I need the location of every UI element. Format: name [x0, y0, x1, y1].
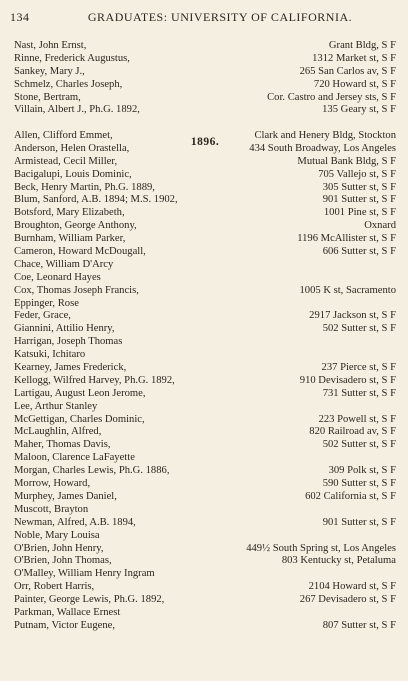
entry-address: 267 Devisadero st, S F [299, 594, 396, 606]
entry-name: Anderson, Helen Orastella, [14, 142, 130, 154]
entry-name: Armistead, Cecil Miller, [14, 155, 118, 167]
directory-entry [14, 92, 396, 105]
directory-entry [14, 517, 396, 530]
directory-entry [14, 310, 396, 323]
entry-name: Newman, Alfred, A.B. 1894, [14, 516, 136, 528]
entry-address: 803 Kentucky st, Petaluma [281, 555, 396, 567]
entry-address: 901 Sutter st, S F [322, 194, 396, 206]
directory-entry [14, 233, 396, 246]
year-heading: 1896. [190, 136, 220, 148]
entry-name: Botsford, Mary Elizabeth, [14, 207, 125, 219]
directory-entry [14, 594, 396, 607]
entry-name: O'Malley, William Henry Ingram [14, 568, 155, 580]
entry-address: 305 Sutter st, S F [322, 181, 396, 193]
entry-name: Feder, Grace, [14, 310, 71, 322]
entry-name: Parkman, Wallace Ernest [14, 606, 121, 618]
entry-name: Bacigalupi, Louis Dominic, [14, 168, 132, 180]
entry-address: 901 Sutter st, S F [322, 516, 396, 528]
directory-entry [14, 362, 396, 375]
directory-entry [14, 504, 396, 517]
directory-entry [14, 272, 396, 285]
directory-entry [14, 426, 396, 439]
directory-entry [14, 439, 396, 452]
directory-entry [14, 298, 396, 311]
entry-address: 2104 Howard st, S F [308, 581, 396, 593]
entry-name: Stone, Bertram, [14, 91, 81, 103]
entry-address: 731 Sutter st, S F [322, 387, 396, 399]
directory-entry [14, 478, 396, 491]
entry-address: 590 Sutter st, S F [322, 478, 396, 490]
directory-entry [14, 194, 396, 207]
directory-entry [14, 607, 396, 620]
directory-entry [14, 79, 396, 92]
entry-address: Oxnard [364, 220, 396, 232]
directory-entry [14, 40, 396, 53]
directory-entry [14, 388, 396, 401]
entries-1896-list [14, 130, 396, 633]
directory-entry [14, 581, 396, 594]
entry-address: Cor. Castro and Jersey sts, S F [267, 91, 396, 103]
entry-name: Schmelz, Charles Joseph, [14, 78, 123, 90]
entry-name: Blum, Sanford, A.B. 1894; M.S. 1902, [14, 194, 178, 206]
directory-entry [14, 66, 396, 79]
directory-entry [14, 555, 396, 568]
page-header [10, 10, 396, 28]
entry-address: 910 Devisadero st, S F [299, 374, 396, 386]
entry-name: Morgan, Charles Lewis, Ph.G. 1886, [14, 465, 170, 477]
directory-entry [14, 156, 396, 169]
entry-address: 602 California st, S F [305, 490, 396, 502]
directory-entry [14, 207, 396, 220]
entry-address: 820 Railroad av, S F [309, 426, 396, 438]
directory-entry [14, 246, 396, 259]
entry-name: Putnam, Victor Eugene, [14, 619, 115, 631]
entry-name: Morrow, Howard, [14, 478, 91, 490]
entry-name: Broughton, George Anthony, [14, 220, 137, 232]
entry-name: Noble, Mary Louisa [14, 529, 100, 541]
directory-entry [14, 285, 396, 298]
entry-address: 1196 McAllister st, S F [297, 233, 396, 245]
page-number: 134 [10, 10, 30, 24]
entry-address: 449½ South Spring st, Los Angeles [246, 542, 396, 554]
directory-entry [14, 323, 396, 336]
entry-address: 1312 Market st, S F [312, 52, 396, 64]
earlier-entries-list [14, 40, 396, 117]
directory-entry [14, 568, 396, 581]
entry-name: Villain, Albert J., Ph.G. 1892, [14, 104, 140, 116]
directory-entry [14, 452, 396, 465]
directory-entry [14, 182, 396, 195]
entry-name: McLaughlin, Alfred, [14, 426, 102, 438]
page-title: GRADUATES: UNIVERSITY OF CALIFORNIA. [87, 10, 353, 24]
entry-name: McGettigan, Charles Dominic, [14, 413, 145, 425]
entry-name: Nast, John Ernst, [14, 40, 87, 51]
directory-entry [14, 336, 396, 349]
entry-address: 237 Pierce st, S F [321, 362, 396, 374]
entry-address: 705 Vallejo st, S F [318, 168, 396, 180]
entry-name: Kearney, James Frederick, [14, 362, 127, 374]
entry-address: 265 San Carlos av, S F [299, 65, 396, 77]
entry-name: Painter, George Lewis, Ph.G. 1892, [14, 594, 165, 606]
entry-name: Coe, Leonard Hayes [14, 271, 101, 283]
directory-entry [14, 130, 396, 143]
entry-name: Maloon, Clarence LaFayette [14, 452, 135, 464]
entry-address: Clark and Henery Bldg, Stockton [254, 130, 396, 141]
entry-address: Grant Bldg, S F [328, 40, 396, 51]
directory-entry [14, 543, 396, 556]
entry-address: 1005 K st, Sacramento [299, 284, 396, 296]
entry-name: Burnham, William Parker, [14, 233, 126, 245]
entry-name: Orr, Robert Harris, [14, 581, 95, 593]
directory-entry [14, 169, 396, 182]
directory-entry [14, 53, 396, 66]
entry-name: Beck, Henry Martin, Ph.G. 1889, [14, 181, 155, 193]
entry-address: 720 Howard st, S F [313, 78, 396, 90]
entry-address: 434 South Broadway, Los Angeles [249, 142, 396, 154]
entry-name: Murphey, James Daniel, [14, 490, 117, 502]
directory-entry [14, 143, 396, 156]
directory-entry [14, 620, 396, 633]
entry-address: 2917 Jackson st, S F [309, 310, 396, 322]
entry-name: O'Brien, John Henry, [14, 542, 104, 554]
entry-name: Harrigan, Joseph Thomas [14, 336, 123, 348]
directory-entry [14, 414, 396, 427]
entry-name: Lartigau, August Leon Jerome, [14, 387, 146, 399]
entry-address: 1001 Pine st, S F [323, 207, 396, 219]
entry-name: Katsuki, Ichitaro [14, 349, 86, 361]
directory-entry [14, 220, 396, 233]
directory-entry [14, 375, 396, 388]
entry-name: Allen, Clifford Emmet, [14, 130, 113, 141]
entry-address: 606 Sutter st, S F [322, 246, 396, 258]
entry-name: Chace, William D'Arcy [14, 258, 114, 270]
entry-name: Giannini, Attilio Henry, [14, 323, 115, 335]
directory-entry [14, 491, 396, 504]
entry-address: 807 Sutter st, S F [322, 619, 396, 631]
entry-name: Maher, Thomas Davis, [14, 439, 111, 451]
directory-entry [14, 259, 396, 272]
entry-name: Eppinger, Rose [14, 297, 79, 309]
directory-entry [14, 349, 396, 362]
entry-address: 502 Sutter st, S F [322, 439, 396, 451]
entry-address: 309 Polk st, S F [328, 465, 396, 477]
entry-name: Muscott, Brayton [14, 503, 89, 515]
directory-entry [14, 530, 396, 543]
directory-entry [14, 465, 396, 478]
directory-entry [14, 104, 396, 117]
entry-name: Rinne, Frederick Augustus, [14, 52, 130, 64]
entry-address: 502 Sutter st, S F [322, 323, 396, 335]
entry-name: Cox, Thomas Joseph Francis, [14, 284, 139, 296]
entry-address: 135 Geary st, S F [322, 104, 396, 116]
entry-name: Lee, Arthur Stanley [14, 400, 98, 412]
directory-entry [14, 401, 396, 414]
entry-name: O'Brien, John Thomas, [14, 555, 112, 567]
entry-address: Mutual Bank Bldg, S F [297, 155, 396, 167]
entry-address: 223 Powell st, S F [318, 413, 396, 425]
entry-name: Kellogg, Wilfred Harvey, Ph.G. 1892, [14, 374, 175, 386]
entry-name: Sankey, Mary J., [14, 65, 85, 77]
entry-name: Cameron, Howard McDougall, [14, 246, 146, 258]
